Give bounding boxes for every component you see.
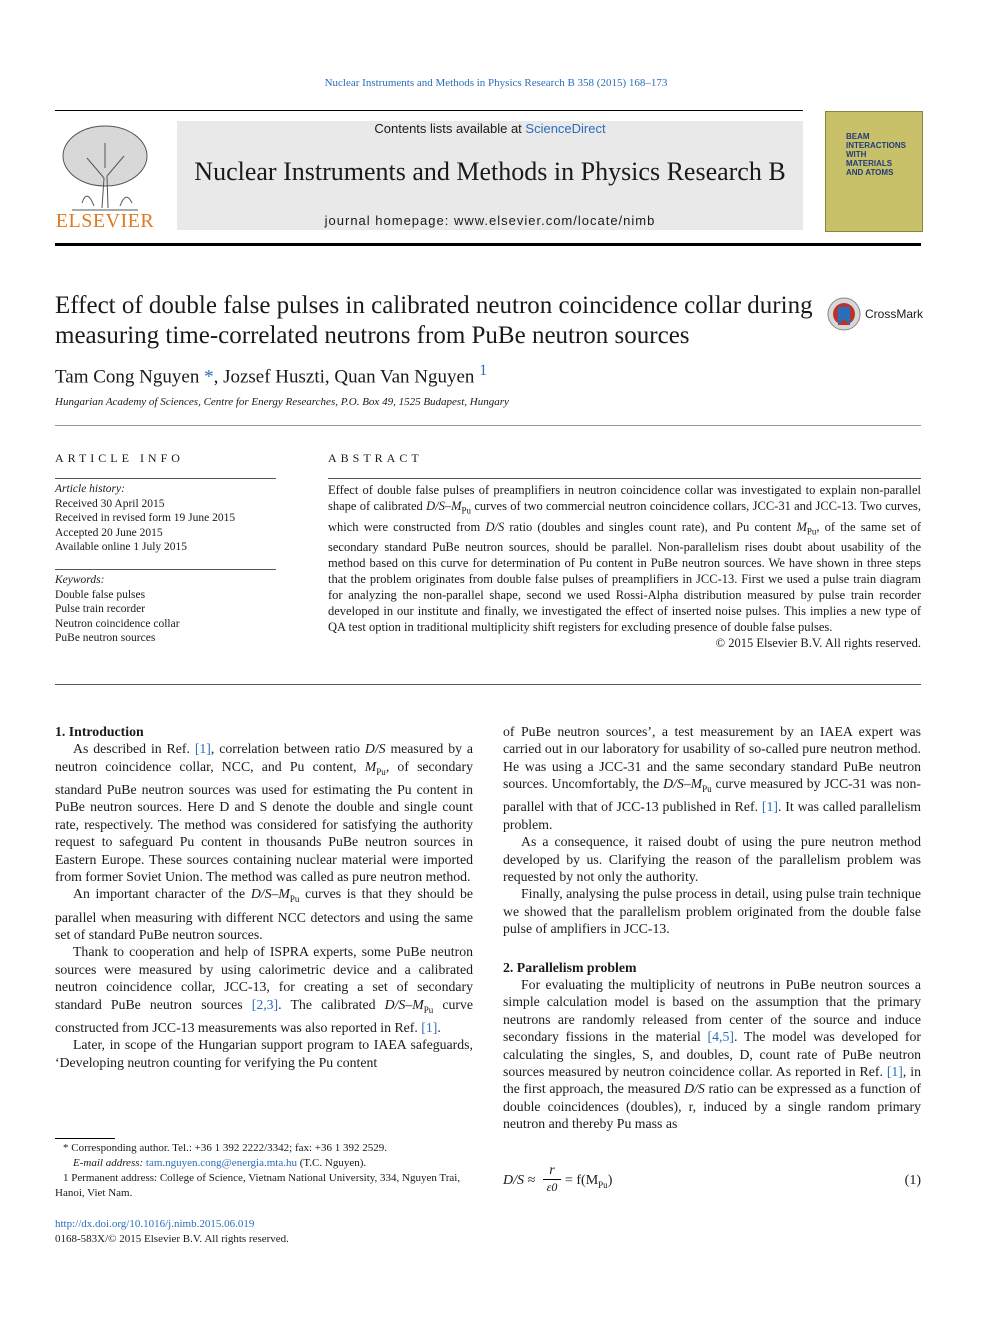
crossmark-label: CrossMark xyxy=(865,307,924,321)
abstract-text: Effect of double false pulses of preamplifiers in neutron coincidence collar was investigated to explain non-parallel shape of calibrated $D/S-M_{Pu}$ curves of two commercial neutron coincidence collars, JCC-31 and JCC-13. Two curves, which were constructed from D/S ratio (doubles and singles count rate), and Pu content $M_{Pu}$, of the same set of secondary standard PuBe neutron sources, should be parallel. Non-parallelism rises doubt about usability of the method based on this curve for determination of Pu content in PuBe neutron sources. We have shown in three steps that the problem originates from double false pulses of preamplifiers in JCC-13. First we used a pulse train diagram for analyzing the non-parallel shape, second we used Rossi-Alpha distribution measured by pulse train recorder developed in our institute and finally, we investigated the effect of inserted noise pulses. This implies a new type of QA test option in traditional multiplicity shift registers for excluding presence of double false pulses. © 2015 Elsevier B.V. All rights reserved. xyxy=(328,483,922,650)
divider xyxy=(55,684,921,685)
footnote-mark-1[interactable]: 1 xyxy=(479,362,488,379)
ref-link[interactable]: [1] xyxy=(886,1064,903,1080)
paragraph: Thank to cooperation and help of ISPRA experts, some PuBe neutron sources were measured by using calorimetric device and a calibrated neutron coincidence collar, JCC-13, for creating a set of secondary standard PuBe neutron sources [2,3]. The calibrated $D/S-M_{Pu}$ curve constructed from JCC-13 measurements was also reported in Ref. [1]. xyxy=(55,944,473,1035)
corresponding-author-mark[interactable]: * xyxy=(204,366,214,388)
copyright: © 2015 Elsevier B.V. All rights reserved. xyxy=(715,636,921,650)
keyword: Pulse train recorder xyxy=(55,603,146,615)
paragraph: Finally, analysing the pulse process in detail, using pulse train technique we showed that the parallelism problem originated from the double false pulse of amplifiers in JCC-13. xyxy=(503,886,921,937)
publisher-name: ELSEVIER xyxy=(55,210,155,232)
divider xyxy=(55,478,276,479)
contents-line: Contents lists available at ScienceDirect xyxy=(374,121,606,136)
keyword: Double false pulses xyxy=(55,588,146,601)
section-heading: 1. Introduction xyxy=(55,724,144,739)
equation-label: (1) xyxy=(904,1173,921,1188)
article-info-heading: ARTICLE INFO xyxy=(55,451,184,465)
doi-link[interactable]: http://dx.doi.org/10.1016/j.nimb.2015.06.019 xyxy=(55,1218,255,1230)
sciencedirect-link[interactable]: ScienceDirect xyxy=(525,121,606,136)
email-link[interactable]: tam.nguyen.cong@energia.mta.hu xyxy=(145,1157,297,1169)
journal-homepage[interactable]: journal homepage: www.elsevier.com/locate/nimb xyxy=(324,213,656,228)
article-title: Effect of double false pulses in calibrated neutron coincidence collar during measuring time-correlated neutrons from PuBe neutron sources xyxy=(55,292,813,349)
affiliation: Hungarian Academy of Sciences, Centre for Energy Researches, P.O. Box 49, 1525 Budapest, Hungary xyxy=(55,396,509,408)
left-column xyxy=(55,723,473,1071)
right-column xyxy=(503,723,921,1133)
paragraph: of PuBe neutron sources’, a test measurement by an IAEA expert was carried out in our laboratory for usability of so-called pure neutron method. He was using a JCC-31 and the same secondary standard PuBe neutron sources. Uncomfortably, the $D/S-M_{Pu}$ curve measured by JCC-31 was non-parallel with that of JCC-13 published in Ref. [1]. It was called parallelism problem. xyxy=(503,724,921,832)
author-list: Tam Cong Nguyen *, Jozsef Huszti, Quan Van Nguyen $^1$ xyxy=(55,362,488,388)
ref-link[interactable]: [1] xyxy=(194,741,211,757)
paragraph: For evaluating the multiplicity of neutrons in PuBe neutron sources a simple calculation model is based on the assumption that the primary neutrons are randomly released from center of the source and induce secondary fissions in the material [4,5]. The model was developed for calculating the singles, S, and doubles, D, count rate of PuBe neutron sources measured by neutron coincidence collar. As reported in Ref. [1], in the first approach, the measured D/S ratio can be expressed as a function of double coincidences (doubles), r, induced by a single random primary neutron and thereby Pu mass as xyxy=(503,977,921,1132)
ref-link[interactable]: [1] xyxy=(421,1019,438,1035)
journal-reference[interactable]: Nuclear Instruments and Methods in Physics Research B 358 (2015) 168–173 xyxy=(324,77,668,89)
divider xyxy=(55,569,276,570)
footnote-rule xyxy=(55,1138,115,1139)
journal-name: Nuclear Instruments and Methods in Physics Research B xyxy=(194,157,786,186)
cover-title: BEAM INTERACTIONS WITH MATERIALS AND ATOMS xyxy=(846,132,906,177)
divider xyxy=(328,478,921,479)
ref-link[interactable]: [4,5] xyxy=(707,1029,734,1045)
keyword: PuBe neutron sources xyxy=(55,632,156,644)
doi-block xyxy=(55,1217,289,1247)
ref-link[interactable]: [2,3] xyxy=(251,996,279,1012)
keyword: Neutron coincidence collar xyxy=(55,617,180,630)
section-heading: 2. Parallelism problem xyxy=(503,959,637,975)
paragraph: Later, in scope of the Hungarian support program to IAEA safeguards, ‘Developing neutron counting for verifying the Pu content xyxy=(55,1037,473,1070)
paragraph: As described in Ref. [1], correlation between ratio D/S measured by a neutron coincidence collar, NCC, and Pu content, $M_{Pu}$, of secondary standard PuBe neutron sources was used for estimating the Pu content in PuBe neutron sources. Here D and S denote the double and single count rate, respectively. The method was considered for satisfying the authority request to safeguard Pu content in thousands PuBe neutron sources in Eastern Europe. These sources containing nuclear material were imported from former Soviet Union. The method was called as pure neutron method. xyxy=(55,741,473,884)
journal-cover-thumbnail xyxy=(825,111,923,232)
paragraph: As a consequence, it raised doubt of using the pure neutron method developed by us. Clarifying the reason of the parallelism problem was requested by not only the authority. xyxy=(503,834,921,884)
article-history: Article history: Received 30 April 2015 Received in revised form 19 June 2015 Accepted 20 June 2015 Available online 1 July 2015 xyxy=(55,483,236,553)
divider xyxy=(55,425,921,426)
footnotes: * Corresponding author. Tel.: +36 1 392 2222/3342; fax: +36 1 392 2529. E-mail address: tam.nguyen.cong@energia.mta.hu (T.C. Nguyen). 1 Permanent address: College of Science, Vietnam National University, 334, Nguyen Trai, Hanoi, Viet Nam. xyxy=(55,1142,461,1199)
equation-1: D/S ≈ r ε0 = $f(M_{Pu})$ (1) xyxy=(503,1163,921,1194)
ref-link[interactable]: [1] xyxy=(761,799,778,815)
header-rule xyxy=(55,110,803,111)
paragraph: An important character of the $D/S-M_{Pu}$ curves is that they should be parallel when measuring with different NCC detectors and using the same set of standard PuBe neutron sources. xyxy=(55,886,473,942)
issn: 0168-583X/© 2015 Elsevier B.V. All rights reserved. xyxy=(55,1233,289,1245)
crossmark-badge[interactable] xyxy=(827,297,923,331)
abstract-heading: ABSTRACT xyxy=(328,451,423,465)
header-bottom-rule xyxy=(55,243,921,246)
crossmark-icon xyxy=(827,297,861,331)
keywords: Keywords: Double false pulses Pulse train recorder Neutron coincidence collar PuBe neutron sources xyxy=(55,574,180,644)
